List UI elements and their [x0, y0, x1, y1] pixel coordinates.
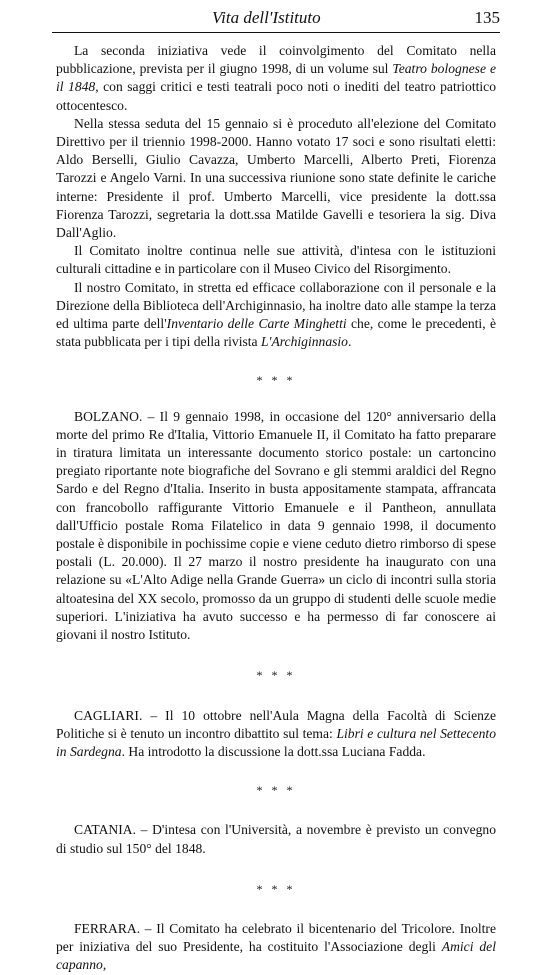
book-title: Inventario delle Carte Minghetti — [166, 316, 347, 332]
section-separator: * * * — [256, 373, 296, 388]
event-title: Libri e cultura nel Settecento in Sardegna — [56, 725, 496, 759]
running-title: Vita dell'Istituto — [212, 8, 321, 27]
paragraph-inventory: Il nostro Comitato, in stretta ed efficace collaborazione con il personale e la Direzione della Biblioteca dell'Archiginnasio, ha inoltre dato alle stampe la terza ed ultima parte dell'Inventario delle Carte Minghetti che, come le precedenti, è stata pubblicata per i tipi della rivista L'Archiginnasio. — [56, 279, 497, 350]
page-body — [56, 42, 496, 975]
page-header — [52, 6, 500, 33]
paragraph-theatre-volume: La seconda iniziativa vede il coinvolgimento del Comitato nella pubblicazione, prevista per il giugno 1998, di un volume sul Teatro bolognese e il 1848, con saggi critici e testi teatrali poco noti o inediti del teatro patriottico ottocentesco. — [56, 43, 496, 113]
journal-title: L'Archiginnasio — [260, 334, 348, 350]
section-separator: * * * — [256, 668, 296, 683]
section-bolzano: BOLZANO. – Il 9 gennaio 1998, in occasione del 120° anniversario della morte del primo Re d'Italia, Vittorio Emanuele II, il Comitato ha fatto preparare in tiratura limitata un interessante documento storico postale: un cartoncino pregiato riportante note biografiche del Sovrano e gli stemmi araldici del Regno Sardo e del Regno d'Italia. Inserito in busta appositamente stampata, affrancata con francobollo raffigurante Vittorio Emanuele e il Pantheon, annullata dall'Ufficio postale Roma Filatelico in data 9 gennaio 1998, il documento postale è disponibile in pochissime copie e viene ceduto dietro rimborso di spese postali (L. 20.000). Il 27 marzo il nostro presidente ha inaugurato con una relazione su «L'Alto Adige nella Grande Guerra» un ciclo di incontri sulla storia altoatesina del XX secolo, promosso da un gruppo di studenti delle scuole medie superiori. L'iniziativa ha avuto successo e ha permesso di far conoscere ai giovani il nostro Istituto. — [56, 408, 496, 643]
paragraph-election: Nella stessa seduta del 15 gennaio si è proceduto all'elezione del Comitato Direttivo per il triennio 1998-2000. Hanno votato 17 soci e sono risultati eletti: Aldo Berselli, Giulio Cavazza, Umberto Marcelli, Alberto Preti, Fiorenza Tarozzi e Angelo Varni. In una successiva riunione sono state definite le cariche interne: Presidente il prof. Umberto Marcelli, vice presidente la dott.ssa Fiorenza Tarozzi, segretaria la dott.ssa Matilde Gavelli e tesoriera la sig. Diva Dall'Aglio. — [56, 115, 496, 241]
section-ferrara: FERRARA. – Il Comitato ha celebrato il bicentenario del Tricolore. Inoltre per iniziativa del suo Presidente, ha costituito l'Associazione degli Amici del capanno, — [56, 920, 496, 973]
book-title: Teatro bolognese e il 1848 — [56, 61, 496, 95]
section-separator: * * * — [256, 783, 296, 798]
association-name: Amici del capanno — [56, 939, 496, 973]
section-cagliari: CAGLIARI. – Il 10 ottobre nell'Aula Magna della Facoltà di Scienze Politiche si è tenuto un incontro dibattito sul tema: Libri e cultura nel Settecento in Sardegna. Ha introdotto la discussione la dott.ssa Luciana Fadda. — [56, 707, 496, 759]
section-separator: * * * — [256, 881, 296, 896]
paragraph-activities: Il Comitato inoltre continua nelle sue attività, d'intesa con le istituzioni culturali cittadine e in particolare con il Museo Civico del Risorgimento. — [56, 243, 496, 277]
section-catania: CATANIA. – D'intesa con l'Università, a novembre è previsto un convegno di studio sul 150° del 1848. — [56, 822, 496, 856]
page-number: 135 — [474, 8, 500, 27]
